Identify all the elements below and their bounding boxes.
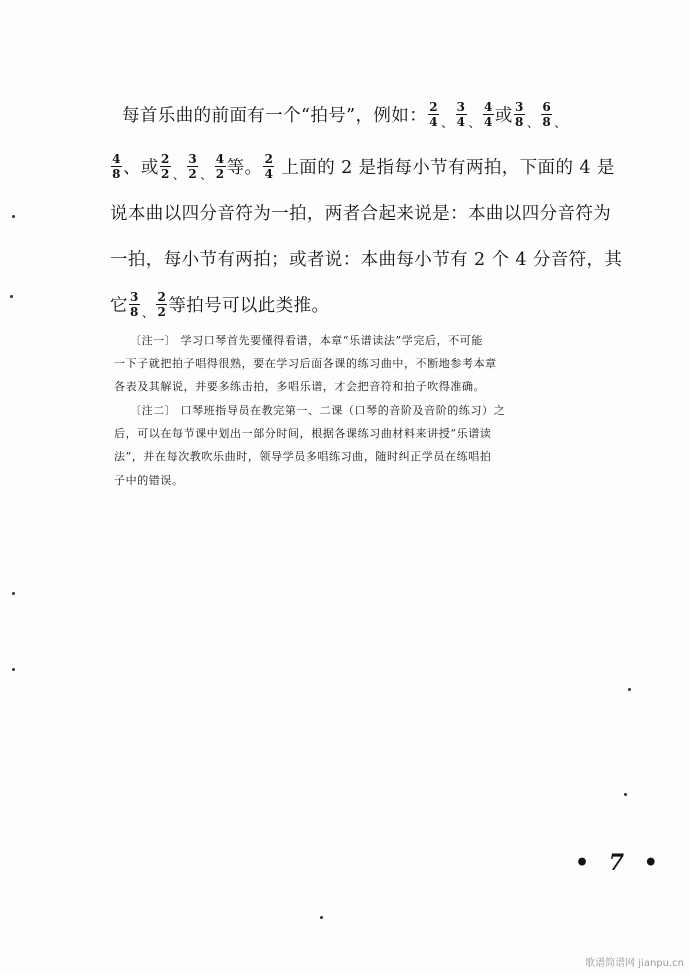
denominator: 4 (429, 115, 438, 130)
separator: 、 (141, 306, 155, 320)
time-signature (263, 153, 274, 181)
text: 每首乐曲的前面有一个“拍号”，例如： (122, 106, 428, 126)
numerator: 2 (264, 151, 274, 166)
paragraph-line-2 (110, 147, 615, 189)
text: 等。 (226, 158, 263, 178)
paragraph-line-1 (122, 95, 568, 137)
time-signature (514, 101, 525, 129)
text: 等拍号可以此类推。 (168, 296, 330, 316)
denominator: 2 (160, 167, 170, 182)
note-1-line-2: 一下子就把拍子唱得很熟，要在学习后面各课的练习曲中，不断地参考本章 (114, 357, 497, 370)
time-signature (541, 101, 552, 129)
denominator: 4 (484, 115, 493, 130)
time-signature (187, 153, 198, 181)
scan-speck (12, 668, 15, 671)
separator: 、 (200, 168, 213, 182)
note-2-line-2: 后，可以在每节课中划出一部分时间，根据各课练习曲材料来讲授“乐谱读 (114, 427, 492, 440)
paragraph-line-3: 说本曲以四分音符为一拍，两者合起来说是：本曲以四分音符为 (110, 204, 612, 224)
note-1-line-1: 〔注一〕 学习口琴首先要懂得看谱，本章“乐谱读法”学完后，不可能 (130, 334, 483, 347)
separator: 、 (554, 116, 567, 130)
time-signature (156, 291, 167, 319)
numerator: 6 (542, 99, 552, 114)
denominator: 4 (264, 167, 274, 182)
text: 或 (494, 106, 513, 126)
time-signature (129, 291, 140, 319)
numerator: 3 (188, 151, 198, 166)
numerator: 4 (112, 151, 121, 166)
denominator: 2 (188, 167, 198, 182)
text: 它 (110, 296, 128, 316)
numerator: 3 (130, 289, 139, 304)
scan-speck (10, 295, 13, 298)
time-signature (160, 153, 171, 181)
scan-speck (628, 688, 631, 691)
time-signature (111, 153, 122, 181)
denominator: 8 (112, 167, 121, 182)
paragraph-line-4: 一拍，每小节有两拍；或者说：本曲每小节有 2 个 4 分音符，其 (110, 250, 623, 270)
scan-speck (12, 215, 15, 218)
denominator: 8 (542, 115, 552, 130)
numerator: 2 (157, 289, 167, 304)
numerator: 4 (484, 99, 493, 114)
denominator: 4 (456, 115, 466, 130)
denominator: 2 (157, 305, 167, 320)
note-2-line-1: 〔注二〕 口琴班指导员在教完第一、二课（口琴的音阶及音阶的练习）之 (130, 404, 506, 417)
text: 、或 (123, 158, 159, 178)
scan-speck (624, 793, 627, 796)
denominator: 8 (130, 305, 139, 320)
time-signature (456, 101, 467, 129)
numerator: 4 (215, 151, 225, 166)
separator: 、 (468, 116, 481, 130)
separator: 、 (526, 116, 540, 130)
separator: 、 (172, 168, 186, 182)
paragraph-line-5 (110, 285, 329, 327)
scan-speck (320, 916, 323, 919)
numerator: 3 (456, 99, 466, 114)
page-number: • 7 • (575, 850, 664, 876)
separator: 、 (441, 116, 454, 130)
time-signature (215, 153, 226, 181)
note-1-line-3: 各表及其解说，并要多练击拍，多唱乐谱，才会把音符和拍子吹得准确。 (114, 380, 486, 393)
site-watermark: 歌谱简谱网 jianpu.cn (585, 958, 684, 969)
numerator: 2 (429, 99, 438, 114)
text: 上面的 2 是指每小节有两拍，下面的 4 是 (275, 158, 615, 178)
denominator: 8 (514, 115, 524, 130)
numerator: 3 (514, 99, 524, 114)
time-signature (428, 101, 439, 129)
numerator: 2 (160, 151, 170, 166)
time-signature (483, 101, 494, 129)
denominator: 2 (215, 167, 225, 182)
scan-speck (12, 592, 15, 595)
note-2-line-3: 法”，并在每次教吹乐曲时，领导学员多唱练习曲，随时纠正学员在练唱拍 (114, 450, 492, 463)
note-2-line-4: 子中的错误。 (114, 474, 184, 487)
